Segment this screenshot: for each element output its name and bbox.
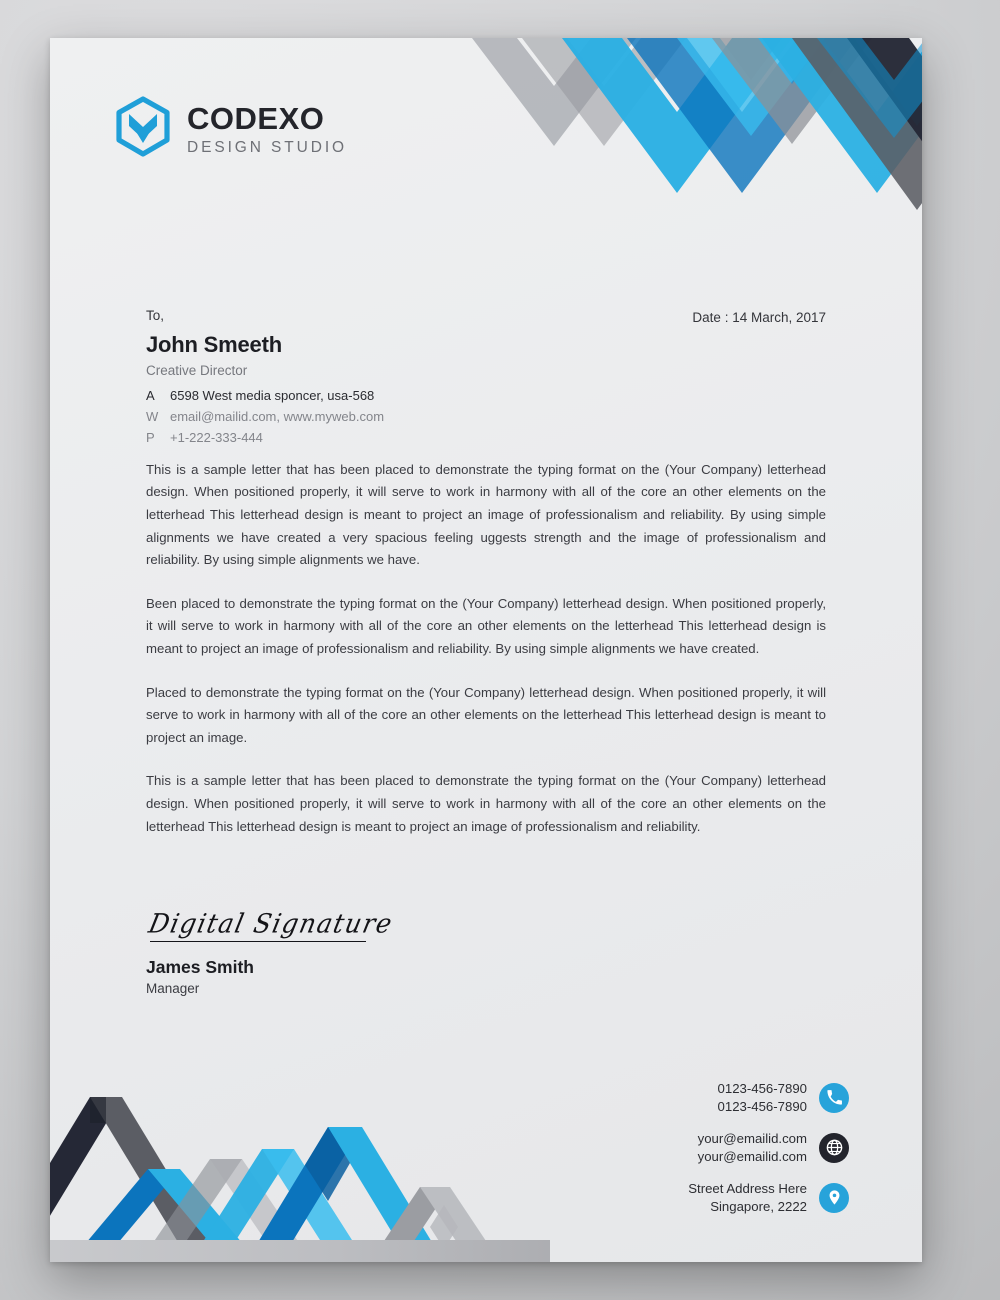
- letter-body: [146, 308, 826, 838]
- footer-phone-text: [718, 1080, 807, 1115]
- letter-paragraph: This is a sample letter that has been placed to demonstrate the typing format on the (Your Company) letterhead design. When positioned properly, it will serve to work in harmony with all of the core an other elements on the letterhead This letterhead design is meant to project an image of professionalism and reliability. By using simple alignments we have created a very spacious feeling uggests strength and the image of professionalism and reliability. By using simple alignments we have.: [146, 461, 826, 568]
- signer-name: James Smith: [146, 957, 254, 978]
- contact-line-address: [146, 389, 826, 404]
- to-label: To,: [146, 308, 165, 323]
- contact-key-w: W: [146, 408, 159, 424]
- footer-address-line-2: Singapore, 2222: [710, 1198, 807, 1214]
- recipient-name: John Smeeth: [146, 332, 282, 357]
- contact-key-a: A: [146, 388, 155, 403]
- letter-paragraph: This is a sample letter that has been placed to demonstrate the typing format on the (Your Company) letterhead design. When positioned properly, it will serve to work in harmony with all of the core an other elements on the letterhead This letterhead design is meant to project an image of professionalism and reliability.: [146, 773, 826, 834]
- recipient-contact-list: [146, 389, 826, 446]
- footer-address-text: [688, 1180, 807, 1215]
- footer-row-email: [688, 1130, 849, 1165]
- signature-underline: [150, 941, 366, 942]
- footer-row-address: [688, 1180, 849, 1215]
- footer-contact-list: [688, 1080, 849, 1215]
- footer-address-line-1: Street Address Here: [688, 1181, 807, 1196]
- contact-value-web: email@mailid.com, www.myweb.com: [170, 408, 385, 424]
- letterhead-sheet: [50, 38, 922, 1262]
- footer-email-line-1: your@emailid.com: [697, 1131, 807, 1146]
- letter-meta-row: [146, 308, 826, 325]
- brand-logo: [113, 96, 347, 162]
- contact-key-p: P: [146, 429, 155, 445]
- digital-signature-script: Digital Signature: [146, 908, 397, 939]
- recipient-role: Creative Director: [146, 363, 248, 378]
- footer-email-text: [698, 1130, 807, 1165]
- phone-icon[interactable]: [819, 1083, 849, 1113]
- bottom-chevron-pattern: [50, 1077, 550, 1262]
- footer-row-phone: [688, 1080, 849, 1115]
- globe-icon[interactable]: [819, 1133, 849, 1163]
- signer-title: Manager: [146, 981, 200, 997]
- contact-line-web: [146, 410, 826, 425]
- letter-paragraph: Been placed to demonstrate the typing format on the (Your Company) letterhead design. When positioned properly, it will serve to work in harmony with all of the core an other elements on the letterhead This letterhead design is meant to project an image of professionalism and reliability. By using simple alignments we have created.: [146, 595, 826, 656]
- top-chevron-pattern: [462, 38, 922, 218]
- signature-block: [146, 910, 476, 996]
- brand-name: CODEXO: [187, 100, 325, 136]
- contact-line-phone: [146, 431, 826, 446]
- brand-tagline: DESIGN STUDIO: [187, 138, 347, 156]
- hexagon-chevron-logo-icon: [113, 96, 173, 162]
- letter-paragraphs: [146, 459, 826, 838]
- letter-date: Date : 14 March, 2017: [692, 310, 826, 325]
- contact-value-phone: +1-222-333-444: [170, 429, 263, 445]
- contact-value-address: 6598 West media sponcer, usa-568: [170, 388, 375, 403]
- footer-phone-line-1: 0123-456-7890: [717, 1081, 807, 1096]
- footer-phone-line-2: 0123-456-7890: [717, 1098, 807, 1114]
- footer-email-line-2: your@emailid.com: [697, 1148, 807, 1164]
- location-pin-icon[interactable]: [819, 1183, 849, 1213]
- letter-paragraph: Placed to demonstrate the typing format on the (Your Company) letterhead design. When positioned properly, it will serve to work in harmony with all of the core an other elements on the letterhead This letterhead design is meant to project an image.: [146, 684, 826, 745]
